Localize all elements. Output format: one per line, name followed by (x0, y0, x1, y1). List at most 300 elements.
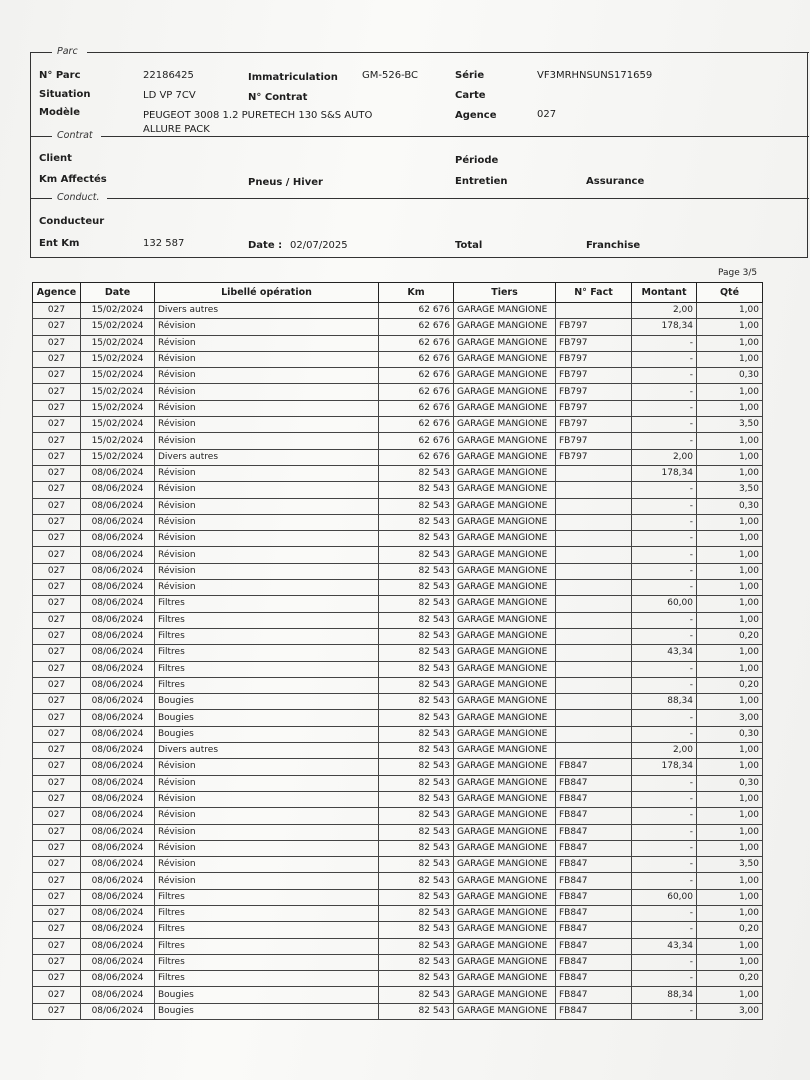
ent-km-label: Ent Km (39, 238, 80, 249)
cell-no-fact (556, 531, 632, 547)
table-row (33, 368, 763, 384)
cell-agence: 027 (33, 645, 81, 661)
modele-value-line1: PEUGEOT 3008 1.2 PURETECH 130 S&S AUTO (143, 110, 373, 121)
cell-libelle: Divers autres (155, 449, 379, 465)
cell-km: 82 543 (379, 987, 454, 1003)
col-agence: Agence (33, 283, 81, 303)
table-row (33, 547, 763, 563)
cell-km: 82 543 (379, 645, 454, 661)
cell-date: 08/06/2024 (81, 726, 155, 742)
cell-montant: 178,34 (632, 319, 697, 335)
cell-agence: 027 (33, 596, 81, 612)
cell-date: 08/06/2024 (81, 628, 155, 644)
cell-agence: 027 (33, 1003, 81, 1019)
cell-date: 08/06/2024 (81, 661, 155, 677)
cell-agence: 027 (33, 987, 81, 1003)
cell-libelle: Filtres (155, 905, 379, 921)
cell-no-fact: FB797 (556, 319, 632, 335)
cell-tiers: GARAGE MANGIONE (454, 922, 556, 938)
table-row (33, 791, 763, 807)
header-box (30, 46, 808, 258)
cell-libelle: Révision (155, 319, 379, 335)
table-row (33, 987, 763, 1003)
cell-agence: 027 (33, 368, 81, 384)
cell-agence: 027 (33, 514, 81, 530)
cell-no-fact (556, 498, 632, 514)
cell-montant: 60,00 (632, 596, 697, 612)
cell-agence: 027 (33, 824, 81, 840)
legend-line (87, 52, 809, 53)
cell-tiers: GARAGE MANGIONE (454, 808, 556, 824)
situation-value: LD VP 7CV (143, 90, 196, 101)
table-row (33, 775, 763, 791)
cell-libelle: Divers autres (155, 743, 379, 759)
cell-no-fact (556, 596, 632, 612)
cell-libelle: Révision (155, 580, 379, 596)
cell-qte: 0,30 (697, 726, 763, 742)
cell-montant: - (632, 922, 697, 938)
cell-montant: - (632, 514, 697, 530)
cell-tiers: GARAGE MANGIONE (454, 319, 556, 335)
cell-libelle: Bougies (155, 1003, 379, 1019)
cell-montant: - (632, 547, 697, 563)
cell-date: 08/06/2024 (81, 612, 155, 628)
cell-libelle: Filtres (155, 628, 379, 644)
cell-montant: 2,00 (632, 449, 697, 465)
cell-tiers: GARAGE MANGIONE (454, 498, 556, 514)
cell-qte: 1,00 (697, 824, 763, 840)
pneus-hiver-label: Pneus / Hiver (248, 177, 323, 188)
cell-agence: 027 (33, 335, 81, 351)
cell-montant: - (632, 335, 697, 351)
cell-no-fact: FB797 (556, 449, 632, 465)
periode-label: Période (455, 155, 499, 166)
cell-agence: 027 (33, 873, 81, 889)
cell-agence: 027 (33, 938, 81, 954)
table-row (33, 580, 763, 596)
cell-date: 08/06/2024 (81, 563, 155, 579)
cell-montant: - (632, 612, 697, 628)
legend-line (30, 136, 52, 137)
cell-date: 08/06/2024 (81, 710, 155, 726)
cell-km: 62 676 (379, 449, 454, 465)
table-row (33, 938, 763, 954)
franchise-label: Franchise (586, 240, 641, 251)
cell-qte: 1,00 (697, 987, 763, 1003)
cell-agence: 027 (33, 531, 81, 547)
cell-agence: 027 (33, 433, 81, 449)
cell-no-fact (556, 547, 632, 563)
legend-line (30, 198, 52, 199)
cell-no-fact: FB847 (556, 954, 632, 970)
cell-qte: 1,00 (697, 400, 763, 416)
cell-montant: - (632, 677, 697, 693)
cell-tiers: GARAGE MANGIONE (454, 417, 556, 433)
cell-date: 08/06/2024 (81, 824, 155, 840)
client-label: Client (39, 153, 72, 164)
cell-tiers: GARAGE MANGIONE (454, 791, 556, 807)
cell-km: 62 676 (379, 319, 454, 335)
cell-tiers: GARAGE MANGIONE (454, 596, 556, 612)
cell-montant: - (632, 417, 697, 433)
table-row (33, 710, 763, 726)
cell-montant: - (632, 791, 697, 807)
table-row (33, 449, 763, 465)
cell-agence: 027 (33, 775, 81, 791)
cell-date: 08/06/2024 (81, 677, 155, 693)
cell-montant: - (632, 954, 697, 970)
modele-label: Modèle (39, 107, 80, 118)
cell-agence: 027 (33, 417, 81, 433)
cell-no-fact (556, 563, 632, 579)
cell-libelle: Filtres (155, 596, 379, 612)
cell-no-fact: FB797 (556, 368, 632, 384)
cell-libelle: Révision (155, 808, 379, 824)
cell-montant: - (632, 498, 697, 514)
cell-no-fact: FB847 (556, 840, 632, 856)
cell-tiers: GARAGE MANGIONE (454, 759, 556, 775)
cell-date: 08/06/2024 (81, 465, 155, 481)
cell-qte: 1,00 (697, 905, 763, 921)
cell-libelle: Révision (155, 791, 379, 807)
col-km: Km (379, 283, 454, 303)
cell-qte: 1,00 (697, 433, 763, 449)
cell-montant: - (632, 351, 697, 367)
cell-qte: 1,00 (697, 514, 763, 530)
cell-km: 82 543 (379, 726, 454, 742)
agence-label: Agence (455, 110, 497, 121)
table-row (33, 726, 763, 742)
cell-qte: 1,00 (697, 694, 763, 710)
cell-qte: 1,00 (697, 791, 763, 807)
table-row (33, 743, 763, 759)
cell-qte: 3,00 (697, 1003, 763, 1019)
table-row (33, 808, 763, 824)
cell-montant: - (632, 400, 697, 416)
km-affectes-label: Km Affectés (39, 174, 107, 185)
cell-no-fact: FB847 (556, 759, 632, 775)
cell-tiers: GARAGE MANGIONE (454, 677, 556, 693)
cell-tiers: GARAGE MANGIONE (454, 433, 556, 449)
cell-qte: 1,00 (697, 954, 763, 970)
cell-no-fact: FB847 (556, 1003, 632, 1019)
col-tiers: Tiers (454, 283, 556, 303)
cell-no-fact: FB847 (556, 905, 632, 921)
cell-km: 82 543 (379, 514, 454, 530)
col-montant: Montant (632, 283, 697, 303)
cell-montant: - (632, 531, 697, 547)
cell-no-fact (556, 465, 632, 481)
cell-agence: 027 (33, 808, 81, 824)
cell-tiers: GARAGE MANGIONE (454, 1003, 556, 1019)
cell-qte: 1,00 (697, 547, 763, 563)
cell-libelle: Révision (155, 351, 379, 367)
cell-km: 82 543 (379, 661, 454, 677)
cell-date: 08/06/2024 (81, 938, 155, 954)
cell-montant: 43,34 (632, 645, 697, 661)
cell-date: 15/02/2024 (81, 433, 155, 449)
cell-km: 62 676 (379, 417, 454, 433)
cell-agence: 027 (33, 726, 81, 742)
cell-montant: - (632, 971, 697, 987)
table-row (33, 889, 763, 905)
cell-montant: - (632, 873, 697, 889)
cell-agence: 027 (33, 351, 81, 367)
cell-date: 08/06/2024 (81, 889, 155, 905)
table-row (33, 612, 763, 628)
cell-no-fact: FB847 (556, 922, 632, 938)
cell-tiers: GARAGE MANGIONE (454, 628, 556, 644)
cell-qte: 3,50 (697, 482, 763, 498)
cell-libelle: Filtres (155, 971, 379, 987)
cell-date: 15/02/2024 (81, 319, 155, 335)
cell-tiers: GARAGE MANGIONE (454, 449, 556, 465)
cell-km: 82 543 (379, 498, 454, 514)
col-qte: Qté (697, 283, 763, 303)
cell-date: 08/06/2024 (81, 694, 155, 710)
cell-tiers: GARAGE MANGIONE (454, 303, 556, 319)
no-contrat-label: N° Contrat (248, 92, 308, 103)
operations-table (32, 282, 763, 1020)
cell-date: 08/06/2024 (81, 759, 155, 775)
table-header-row (33, 283, 763, 303)
cell-tiers: GARAGE MANGIONE (454, 873, 556, 889)
cell-tiers: GARAGE MANGIONE (454, 954, 556, 970)
cell-km: 62 676 (379, 384, 454, 400)
cell-no-fact: FB797 (556, 335, 632, 351)
cell-km: 82 543 (379, 922, 454, 938)
cell-tiers: GARAGE MANGIONE (454, 368, 556, 384)
cell-montant: 60,00 (632, 889, 697, 905)
cell-no-fact: FB847 (556, 775, 632, 791)
cell-tiers: GARAGE MANGIONE (454, 710, 556, 726)
cell-agence: 027 (33, 319, 81, 335)
table-row (33, 384, 763, 400)
cell-km: 82 543 (379, 905, 454, 921)
cell-tiers: GARAGE MANGIONE (454, 905, 556, 921)
cell-date: 08/06/2024 (81, 645, 155, 661)
date-label: Date : (248, 240, 283, 251)
cell-montant: - (632, 905, 697, 921)
cell-tiers: GARAGE MANGIONE (454, 514, 556, 530)
cell-km: 82 543 (379, 694, 454, 710)
cell-km: 82 543 (379, 759, 454, 775)
table-row (33, 400, 763, 416)
cell-qte: 1,00 (697, 938, 763, 954)
cell-no-fact (556, 726, 632, 742)
cell-agence: 027 (33, 661, 81, 677)
cell-qte: 1,00 (697, 840, 763, 856)
table-row (33, 645, 763, 661)
cell-agence: 027 (33, 628, 81, 644)
legend-line (107, 198, 809, 199)
cell-date: 08/06/2024 (81, 840, 155, 856)
cell-qte: 3,50 (697, 417, 763, 433)
cell-montant: - (632, 580, 697, 596)
cell-qte: 1,00 (697, 612, 763, 628)
date-value: 02/07/2025 (290, 240, 348, 251)
cell-tiers: GARAGE MANGIONE (454, 645, 556, 661)
table-row (33, 677, 763, 693)
table-row (33, 465, 763, 481)
table-row (33, 759, 763, 775)
cell-libelle: Révision (155, 563, 379, 579)
cell-km: 82 543 (379, 857, 454, 873)
cell-montant: - (632, 726, 697, 742)
cell-km: 82 543 (379, 743, 454, 759)
cell-agence: 027 (33, 482, 81, 498)
cell-no-fact: FB847 (556, 971, 632, 987)
cell-date: 08/06/2024 (81, 971, 155, 987)
cell-km: 82 543 (379, 873, 454, 889)
cell-km: 82 543 (379, 677, 454, 693)
cell-qte: 3,50 (697, 857, 763, 873)
cell-no-fact: FB797 (556, 433, 632, 449)
table-row (33, 922, 763, 938)
cell-km: 82 543 (379, 808, 454, 824)
cell-agence: 027 (33, 400, 81, 416)
cell-tiers: GARAGE MANGIONE (454, 938, 556, 954)
cell-montant: - (632, 710, 697, 726)
cell-qte: 1,00 (697, 645, 763, 661)
table-row (33, 563, 763, 579)
cell-km: 82 543 (379, 580, 454, 596)
table-row (33, 531, 763, 547)
cell-montant: 88,34 (632, 987, 697, 1003)
cell-tiers: GARAGE MANGIONE (454, 889, 556, 905)
cell-date: 08/06/2024 (81, 482, 155, 498)
cell-no-fact (556, 694, 632, 710)
cell-date: 08/06/2024 (81, 596, 155, 612)
cell-agence: 027 (33, 384, 81, 400)
cell-no-fact: FB847 (556, 987, 632, 1003)
cell-tiers: GARAGE MANGIONE (454, 857, 556, 873)
cell-libelle: Révision (155, 547, 379, 563)
table-row (33, 628, 763, 644)
cell-montant: - (632, 840, 697, 856)
cell-libelle: Filtres (155, 954, 379, 970)
table-row (33, 873, 763, 889)
cell-libelle: Révision (155, 531, 379, 547)
cell-date: 08/06/2024 (81, 791, 155, 807)
cell-km: 82 543 (379, 612, 454, 628)
cell-libelle: Filtres (155, 922, 379, 938)
cell-no-fact (556, 628, 632, 644)
cell-qte: 1,00 (697, 661, 763, 677)
cell-montant: - (632, 433, 697, 449)
cell-agence: 027 (33, 303, 81, 319)
cell-montant: 2,00 (632, 303, 697, 319)
cell-no-fact: FB847 (556, 808, 632, 824)
section-conduct-legend: Conduct. (57, 192, 100, 203)
cell-date: 15/02/2024 (81, 335, 155, 351)
cell-libelle: Révision (155, 759, 379, 775)
cell-qte: 1,00 (697, 889, 763, 905)
table-row (33, 351, 763, 367)
cell-agence: 027 (33, 759, 81, 775)
cell-agence: 027 (33, 743, 81, 759)
cell-libelle: Filtres (155, 612, 379, 628)
cell-agence: 027 (33, 694, 81, 710)
col-no-fact: N° Fact (556, 283, 632, 303)
cell-qte: 1,00 (697, 759, 763, 775)
cell-date: 08/06/2024 (81, 580, 155, 596)
entretien-label: Entretien (455, 176, 508, 187)
cell-montant: - (632, 808, 697, 824)
cell-km: 82 543 (379, 596, 454, 612)
cell-date: 08/06/2024 (81, 743, 155, 759)
cell-tiers: GARAGE MANGIONE (454, 987, 556, 1003)
cell-km: 82 543 (379, 465, 454, 481)
cell-agence: 027 (33, 677, 81, 693)
table-row (33, 857, 763, 873)
cell-no-fact: FB847 (556, 824, 632, 840)
cell-montant: - (632, 661, 697, 677)
cell-montant: - (632, 563, 697, 579)
cell-date: 08/06/2024 (81, 987, 155, 1003)
cell-km: 82 543 (379, 889, 454, 905)
cell-tiers: GARAGE MANGIONE (454, 400, 556, 416)
cell-montant: 178,34 (632, 759, 697, 775)
cell-libelle: Révision (155, 498, 379, 514)
cell-tiers: GARAGE MANGIONE (454, 840, 556, 856)
cell-libelle: Révision (155, 465, 379, 481)
cell-qte: 0,20 (697, 971, 763, 987)
cell-no-fact (556, 482, 632, 498)
cell-agence: 027 (33, 791, 81, 807)
cell-agence: 027 (33, 563, 81, 579)
cell-qte: 1,00 (697, 596, 763, 612)
cell-montant: - (632, 368, 697, 384)
table-row (33, 954, 763, 970)
cell-montant: - (632, 857, 697, 873)
cell-qte: 0,30 (697, 368, 763, 384)
section-contrat-legend: Contrat (57, 130, 93, 141)
cell-libelle: Révision (155, 400, 379, 416)
cell-agence: 027 (33, 547, 81, 563)
cell-qte: 0,30 (697, 498, 763, 514)
cell-libelle: Révision (155, 824, 379, 840)
cell-date: 15/02/2024 (81, 384, 155, 400)
cell-montant: - (632, 775, 697, 791)
cell-km: 82 543 (379, 482, 454, 498)
cell-agence: 027 (33, 449, 81, 465)
cell-tiers: GARAGE MANGIONE (454, 775, 556, 791)
cell-qte: 0,30 (697, 775, 763, 791)
cell-date: 08/06/2024 (81, 775, 155, 791)
cell-libelle: Divers autres (155, 303, 379, 319)
cell-tiers: GARAGE MANGIONE (454, 580, 556, 596)
table-row (33, 971, 763, 987)
cell-date: 08/06/2024 (81, 498, 155, 514)
cell-libelle: Révision (155, 433, 379, 449)
cell-qte: 1,00 (697, 335, 763, 351)
cell-qte: 1,00 (697, 873, 763, 889)
cell-montant: - (632, 824, 697, 840)
cell-no-fact (556, 303, 632, 319)
serie-value: VF3MRHNSUNS171659 (537, 70, 653, 81)
cell-km: 82 543 (379, 971, 454, 987)
table-row (33, 433, 763, 449)
cell-tiers: GARAGE MANGIONE (454, 824, 556, 840)
cell-tiers: GARAGE MANGIONE (454, 612, 556, 628)
cell-montant: - (632, 1003, 697, 1019)
cell-tiers: GARAGE MANGIONE (454, 743, 556, 759)
cell-date: 08/06/2024 (81, 873, 155, 889)
cell-agence: 027 (33, 922, 81, 938)
immatriculation-label: Immatriculation (248, 72, 338, 83)
cell-agence: 027 (33, 465, 81, 481)
